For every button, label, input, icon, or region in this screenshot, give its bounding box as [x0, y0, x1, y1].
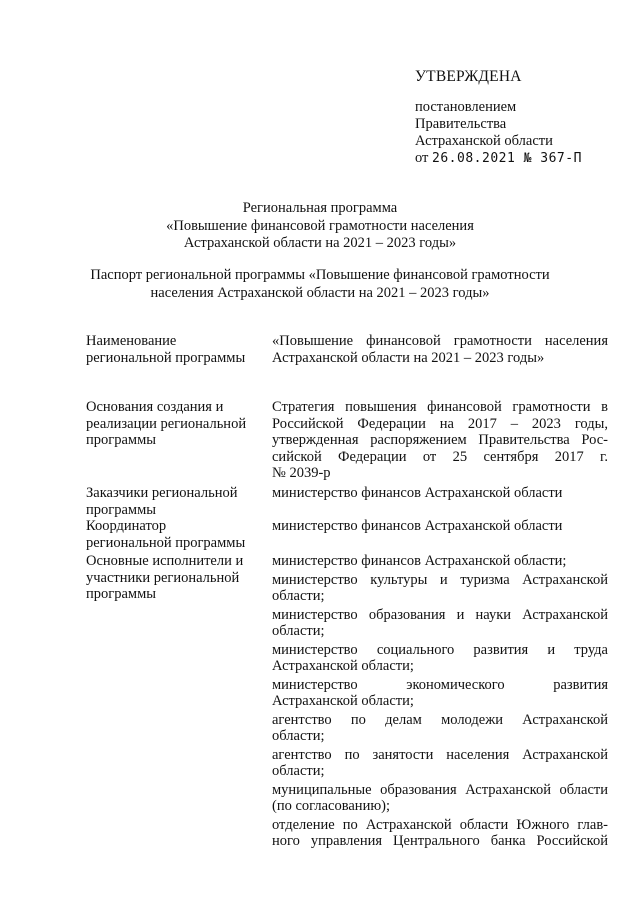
row-label-line: программы [86, 501, 156, 518]
row-value-line: министерство финансов Астраханской области [272, 518, 563, 534]
list-item [272, 642, 608, 675]
passport-title-line: Паспорт региональной программы «Повышение финансовой грамотности [90, 267, 550, 283]
row-label [86, 333, 271, 366]
approval-line: Астраханской области [415, 133, 553, 149]
row-value-line: министерство культуры и туризма Астраханской [272, 571, 608, 588]
row-label-line: Координатор [86, 518, 167, 534]
approval-date-handwritten: 26.08.2021 № 367-П [432, 151, 582, 166]
row-value-line: Астраханской области; [272, 693, 414, 709]
row-value-line: «Повышение финансовой грамотности населения [272, 333, 608, 349]
list-item [272, 607, 608, 640]
row-value-line: области; [272, 623, 325, 639]
row-value-line: Российской Федерации на 2017 – 2023 годы, [272, 415, 608, 432]
list-item [272, 817, 608, 850]
list-item [272, 747, 608, 780]
row-value-line: области; [272, 588, 325, 604]
row-label-line: участники региональной [86, 569, 240, 586]
row-value-line: Стратегия повышения финансовой грамотности в [272, 399, 608, 415]
row-value-line: агентство по занятости населения Астраханской [272, 746, 608, 763]
row-label [86, 553, 271, 603]
approval-heading: УТВЕРЖДЕНА [415, 68, 522, 85]
row-value [272, 333, 608, 366]
row-value-list [272, 553, 608, 852]
approval-line: Правительства [415, 116, 507, 132]
program-title-line: «Повышение финансовой грамотности населения [166, 217, 474, 234]
row-value-line: области; [272, 728, 325, 744]
row-value-line: муниципальные образования Астраханской области [272, 781, 608, 798]
row-value-line: Астраханской области; [272, 658, 414, 674]
row-label [86, 518, 271, 551]
row-value-line: утвержденная распоряжением Правительства Рос- [272, 432, 608, 448]
row-value-line: министерство финансов Астраханской области; [272, 553, 567, 569]
row-label-line: региональной программы [86, 534, 246, 551]
row-value-line: министерство финансов Астраханской области [272, 485, 563, 501]
list-item [272, 782, 608, 815]
list-item [272, 712, 608, 745]
row-label-line: реализации региональной [86, 415, 247, 432]
program-title [0, 200, 640, 253]
row-value-line: министерство экономического развития [272, 676, 608, 693]
approval-line: постановлением [415, 99, 517, 115]
row-value-line: министерство социального развития и труда [272, 641, 608, 658]
row-value-line: министерство образования и науки Астраханской [272, 606, 608, 623]
row-label [86, 399, 271, 449]
row-value-line: отделение по Астраханской области Южного глав- [272, 816, 608, 833]
row-value [272, 485, 608, 502]
row-label-line: Заказчики региональной [86, 485, 238, 501]
row-label-line: региональной программы [86, 349, 246, 366]
row-value-line: Астраханской области на 2021 – 2023 годы» [272, 349, 545, 366]
row-label-line: Основания создания и [86, 399, 224, 415]
passport-title [90, 267, 550, 302]
row-value [272, 518, 608, 535]
list-item [272, 553, 608, 570]
program-title-line: Астраханской области на 2021 – 2023 годы» [183, 235, 457, 251]
row-value [272, 399, 608, 482]
approval-stamp [415, 68, 582, 167]
row-value-line: агентство по делам молодежи Астраханской [272, 711, 608, 728]
approval-date-prefix: от [415, 150, 429, 166]
row-value-line: ного управления Центрального банка Российской [272, 833, 608, 849]
row-label-line: Основные исполнители и [86, 553, 244, 569]
row-label [86, 485, 271, 518]
list-item [272, 677, 608, 710]
row-label-line: программы [86, 432, 156, 448]
passport-title-line: населения Астраханской области на 2021 – 2023 годы» [150, 284, 490, 301]
row-value-line: (по согласованию); [272, 798, 391, 814]
row-label-line: Наименование [86, 333, 177, 349]
approval-date-line [415, 150, 582, 167]
row-label-line: программы [86, 586, 156, 602]
row-value-line: области; [272, 763, 325, 779]
row-value-line: № 2039-р [272, 465, 331, 481]
row-value-line: сийской Федерации от 25 сентября 2017 г. [272, 448, 608, 465]
list-item [272, 572, 608, 605]
program-title-line: Региональная программа [242, 200, 398, 216]
